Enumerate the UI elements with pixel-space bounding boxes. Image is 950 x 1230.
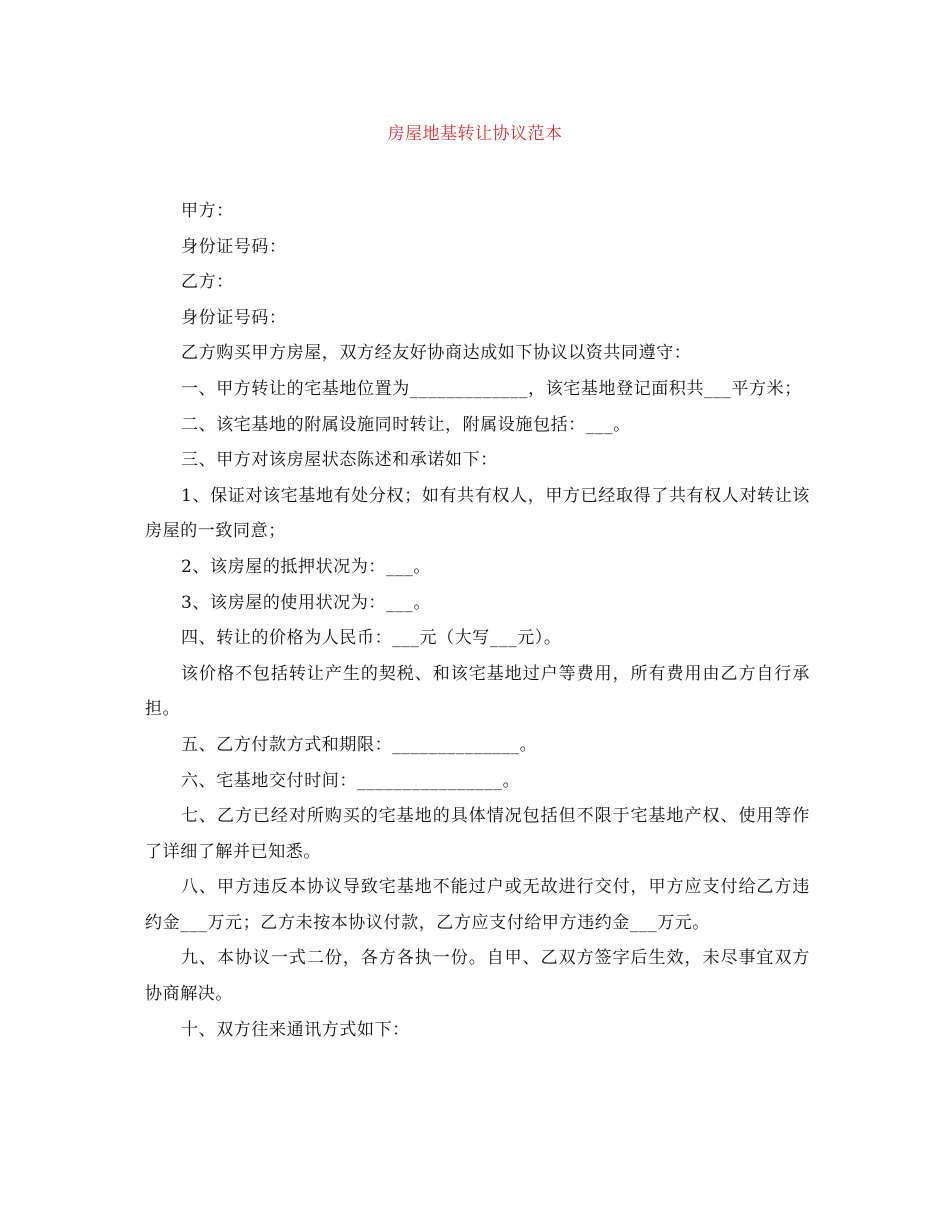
- clause-8-breach: 八、甲方违反本协议导致宅基地不能过户或无故进行交付，甲方应支付给乙方违约金___万元；乙方未按本协议付款，乙方应支付给甲方违约金___万元。: [145, 877, 810, 933]
- clause-9-copies: 九、本协议一式二份，各方各执一份。自甲、乙双方签字后生效，未尽事宜双方协商解决。: [145, 948, 810, 1005]
- clause-3-item-2: 2、该房屋的抵押状况为：___。: [181, 556, 431, 577]
- party-a-id-label: 身份证号码：: [181, 236, 287, 257]
- party-b-label: 乙方：: [181, 272, 234, 293]
- clause-3-item-3: 3、该房屋的使用状况为：___。: [181, 592, 431, 613]
- clause-3-heading: 三、甲方对该房屋状态陈述和承诺如下：: [181, 450, 498, 471]
- clause-4-note: 该价格不包括转让产生的契税、和该宅基地过户等费用，所有费用由乙方自行承担。: [145, 663, 810, 720]
- document-body: [145, 194, 810, 1048]
- clause-10-contact: 十、双方往来通讯方式如下：: [181, 1019, 410, 1040]
- clause-7-acknowledgement: 七、乙方已经对所购买的宅基地的具体情况包括但不限于宅基地产权、使用等作了详细了解并已知悉。: [145, 806, 810, 862]
- clause-5-payment: 五、乙方付款方式和期限：______________。: [181, 734, 538, 755]
- clause-2-facilities: 二、该宅基地的附属设施同时转让，附属设施包括：___。: [181, 414, 631, 435]
- clause-4-price: 四、转让的价格为人民币：___元（大写___元）。: [181, 628, 562, 649]
- clause-1-location: 一、甲方转让的宅基地位置为_____________，该宅基地登记面积共___平方米；: [181, 378, 802, 399]
- party-a-label: 甲方：: [181, 201, 234, 221]
- preamble-paragraph: 乙方购买甲方房屋，双方经友好协商达成如下协议以资共同遵守：: [181, 343, 692, 364]
- party-b-id-label: 身份证号码：: [181, 307, 287, 328]
- clause-6-delivery: 六、宅基地交付时间：________________。: [181, 770, 521, 791]
- document-title: 房屋地基转让协议范本: [387, 124, 563, 144]
- clause-3-item-1: 1、保证对该宅基地有处分权；如有共有权人，甲方已经取得了共有权人对转让该房屋的一致同意；: [145, 485, 810, 542]
